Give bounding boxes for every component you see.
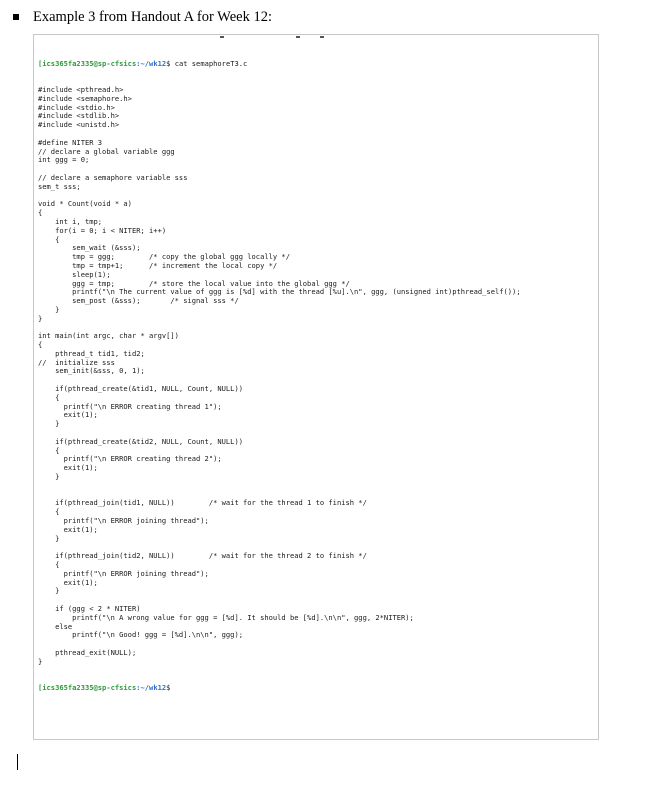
code-line: ggg = tmp; /* store the local value into the global ggg */ (38, 278, 350, 288)
code-line: } (38, 304, 60, 314)
code-line: else (38, 621, 73, 631)
code-line: int i, tmp; (38, 216, 103, 226)
code-line: if(pthread_create(&tid2, NULL, Count, NULL)) (38, 436, 243, 446)
code-line: exit(1); (38, 577, 98, 587)
code-line: printf("\n ERROR creating thread 1"); (38, 401, 222, 411)
code-line: sem_init(&sss, 0, 1); (38, 366, 145, 376)
code-block (38, 42, 521, 711)
code-line: for(i = 0; i < NITER; i++) (38, 225, 167, 235)
prompt-suffix: $ (166, 58, 171, 68)
code-line: exit(1); (38, 463, 98, 473)
code-line: { (38, 208, 43, 218)
end-prompt-suffix: $ (166, 683, 171, 693)
end-prompt-user-host: [ics365fa2335@sp-cfsics (38, 683, 137, 693)
code-line: if(pthread_join(tid1, NULL)) /* wait for the thread 1 to finish */ (38, 498, 367, 508)
code-line: tmp = ggg; /* copy the global ggg locally */ (38, 252, 290, 262)
code-line: { (38, 234, 60, 244)
code-line: #include <stdio.h> (38, 102, 115, 112)
code-lines (38, 86, 521, 667)
code-line: sem_wait (&sss); (38, 243, 141, 253)
code-line: #include <stdlib.h> (38, 111, 120, 121)
code-line: sleep(1); (38, 269, 111, 279)
text-cursor (17, 754, 18, 770)
code-line: } (38, 313, 43, 323)
code-line: } (38, 472, 60, 482)
code-line: } (38, 419, 60, 429)
code-line: printf("\n A wrong value for ggg = [%d]. It should be [%d].\n\n", ggg, 2*NITER); (38, 612, 414, 622)
code-line: int ggg = 0; (38, 155, 90, 165)
code-line: // declare a global variable ggg (38, 146, 175, 156)
code-line: #define NITER 3 (38, 137, 103, 147)
code-line: pthread_exit(NULL); (38, 647, 137, 657)
code-line: printf("\n Good! ggg = [%d].\n\n", ggg); (38, 630, 243, 640)
code-line: } (38, 656, 43, 666)
prompt-path: :~/wk12 (136, 58, 167, 68)
end-prompt-path: :~/wk12 (136, 683, 167, 693)
end-prompt-line (38, 684, 521, 693)
code-line: // initialize sss (38, 357, 115, 367)
code-line: pthread_t tid1, tid2; (38, 348, 145, 358)
command-line (38, 60, 521, 69)
code-line: sem_post (&sss); /* signal sss */ (38, 296, 239, 306)
code-line: printf("\n ERROR joining thread"); (38, 516, 209, 526)
code-line: } (38, 586, 60, 596)
code-line: printf("\n ERROR creating thread 2"); (38, 454, 222, 464)
code-line: int main(int argc, char * argv[]) (38, 331, 179, 341)
code-line: sem_t sss; (38, 181, 81, 191)
code-line: tmp = tmp+1; /* increment the local copy */ (38, 260, 278, 270)
code-line: #include <unistd.h> (38, 120, 120, 130)
command-text: cat semaphoreT3.c (170, 58, 248, 68)
prompt-user-host: [ics365fa2335@sp-cfsics (38, 58, 137, 68)
code-line: if (ggg < 2 * NITER) (38, 604, 141, 613)
code-line (38, 482, 521, 491)
code-line: } (38, 533, 60, 543)
code-line: exit(1); (38, 410, 98, 420)
code-line: { (38, 340, 43, 350)
code-line: printf("\n ERROR joining thread"); (38, 568, 209, 578)
code-line: { (38, 392, 60, 402)
bullet-icon (13, 14, 19, 20)
heading-line (13, 8, 272, 26)
code-line: exit(1); (38, 524, 98, 534)
heading-text: Example 3 from Handout A for Week 12: (33, 9, 272, 25)
code-line: #include <semaphore.h> (38, 93, 132, 103)
code-line: if(pthread_create(&tid1, NULL, Count, NULL)) (38, 384, 243, 394)
code-line: #include <pthread.h> (38, 84, 124, 94)
code-line: { (38, 445, 60, 455)
terminal-screenshot (33, 34, 599, 740)
code-line: printf("\n The current value of ggg is [%d] with the thread [%u].\n", ggg, (unsigned int)pthread_self()); (38, 287, 521, 297)
terminal-top-edge (34, 35, 598, 39)
code-line: if(pthread_join(tid2, NULL)) /* wait for the thread 2 to finish */ (38, 551, 367, 561)
code-line (38, 130, 521, 139)
code-line: void * Count(void * a) (38, 199, 132, 209)
code-line: // declare a semaphore variable sss (38, 172, 188, 182)
code-line: { (38, 507, 60, 517)
code-line: { (38, 560, 60, 570)
